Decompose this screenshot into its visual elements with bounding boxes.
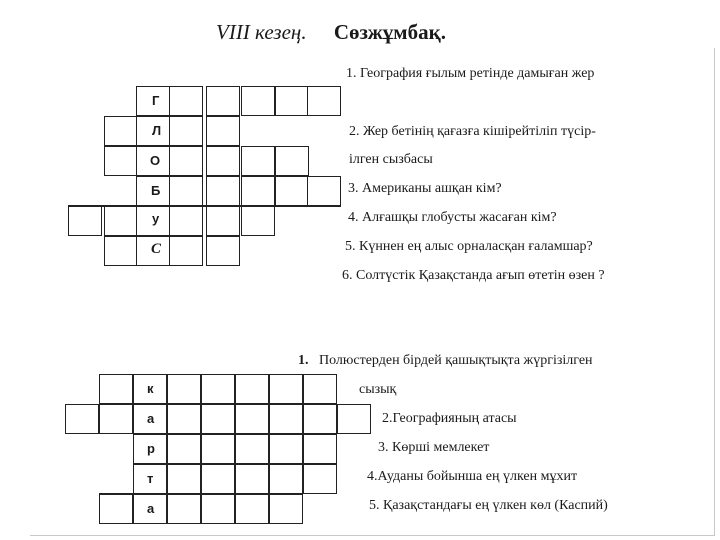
crossword-cell[interactable]	[169, 146, 203, 176]
key-letter: у	[152, 211, 160, 226]
crossword-cell[interactable]	[104, 206, 138, 236]
crossword-cell[interactable]	[269, 374, 303, 404]
key-letter: к	[147, 381, 154, 396]
crossword-cell[interactable]	[206, 116, 240, 146]
page-title	[216, 20, 446, 45]
puzzle-title: Сөзжұмбақ.	[333, 20, 446, 44]
key-letter: Г	[152, 93, 160, 108]
crossword-cell[interactable]	[303, 464, 337, 494]
row-divider	[99, 493, 303, 495]
crossword-cell[interactable]	[235, 434, 269, 464]
question-line: ілген сызбасы	[349, 152, 433, 167]
crossword-cell[interactable]	[169, 236, 203, 266]
crossword-cell[interactable]	[235, 464, 269, 494]
crossword-cell[interactable]	[167, 464, 201, 494]
crossword-cell[interactable]	[68, 206, 102, 236]
crossword-cell[interactable]	[169, 86, 203, 116]
crossword-cell[interactable]	[275, 86, 309, 116]
key-letter: т	[147, 471, 154, 486]
crossword-cell[interactable]	[104, 116, 138, 146]
key-letter: С	[151, 241, 162, 257]
crossword-cell[interactable]	[235, 374, 269, 404]
question-text: Полюстерден бірдей қашықтықта жүргізілген	[319, 353, 593, 368]
crossword-cell[interactable]	[206, 176, 240, 206]
key-letter: а	[147, 501, 155, 516]
crossword-cell[interactable]	[201, 434, 235, 464]
page-edge	[30, 535, 715, 536]
question-line: 5. Қазақстандағы ең үлкен көл (Каспий)	[369, 498, 608, 513]
key-letter: Б	[151, 183, 161, 198]
crossword-cell[interactable]	[241, 86, 275, 116]
stage-label: VIII кезең.	[216, 20, 307, 44]
key-letter: а	[147, 411, 155, 426]
crossword-cell[interactable]	[275, 146, 309, 176]
crossword-cell[interactable]	[307, 176, 341, 206]
crossword-cell[interactable]	[241, 146, 275, 176]
question-line: 4. Алғашқы глобусты жасаған кім?	[348, 210, 557, 225]
crossword-cell[interactable]	[269, 404, 303, 434]
question-line: 3. Американы ашқан кім?	[348, 181, 502, 196]
question-line: 1. География ғылым ретінде дамыған жер	[346, 66, 595, 81]
crossword-cell[interactable]	[167, 374, 201, 404]
question-line: сызық	[359, 382, 397, 397]
crossword-cell[interactable]	[303, 374, 337, 404]
crossword-cell[interactable]	[65, 404, 99, 434]
crossword-cell[interactable]	[169, 206, 203, 236]
crossword-cell[interactable]	[307, 86, 341, 116]
question-line: 2. Жер бетінің қағазға кішірейтіліп түсір-	[349, 124, 596, 139]
question-line: 5. Күннен ең алыс орналасқан ғаламшар?	[345, 239, 593, 254]
crossword-cell[interactable]	[241, 176, 275, 206]
question-line: 4.Ауданы бойынша ең үлкен мұхит	[367, 469, 578, 484]
question-line	[298, 353, 593, 369]
crossword-cell[interactable]	[167, 434, 201, 464]
question-line: 2.Географияның атасы	[382, 411, 517, 426]
crossword-cell[interactable]	[235, 404, 269, 434]
crossword-cell[interactable]	[269, 434, 303, 464]
crossword-cell[interactable]	[201, 404, 235, 434]
question-line: 3. Көрші мемлекет	[378, 440, 490, 455]
crossword-cell[interactable]	[275, 176, 309, 206]
key-letter: р	[147, 441, 155, 456]
crossword-cell[interactable]	[201, 374, 235, 404]
crossword-cell[interactable]	[104, 146, 138, 176]
crossword-cell[interactable]	[235, 494, 269, 524]
crossword-cell[interactable]	[269, 494, 303, 524]
crossword-cell[interactable]	[241, 206, 275, 236]
crossword-cell[interactable]	[104, 236, 138, 266]
crossword-cell[interactable]	[169, 176, 203, 206]
key-letter: Л	[152, 123, 162, 138]
crossword-cell[interactable]	[206, 86, 240, 116]
key-letter: О	[150, 153, 161, 168]
row-divider	[68, 205, 341, 207]
crossword-cell[interactable]	[167, 404, 201, 434]
crossword-cell[interactable]	[303, 434, 337, 464]
question-number: 1.	[298, 353, 309, 368]
crossword-cell[interactable]	[206, 146, 240, 176]
question-line: 6. Солтүстік Қазақстанда ағып өтетін өзен ?	[342, 268, 605, 283]
crossword-cell[interactable]	[99, 404, 133, 434]
crossword-cell[interactable]	[206, 236, 240, 266]
crossword-cell[interactable]	[201, 494, 235, 524]
page-edge	[714, 48, 715, 536]
crossword-cell[interactable]	[169, 116, 203, 146]
crossword-cell[interactable]	[99, 494, 133, 524]
crossword-cell[interactable]	[167, 494, 201, 524]
crossword-cell[interactable]	[337, 404, 371, 434]
crossword-cell[interactable]	[206, 206, 240, 236]
crossword-cell[interactable]	[201, 464, 235, 494]
crossword-cell[interactable]	[303, 404, 337, 434]
crossword-cell[interactable]	[269, 464, 303, 494]
crossword-cell[interactable]	[99, 374, 133, 404]
